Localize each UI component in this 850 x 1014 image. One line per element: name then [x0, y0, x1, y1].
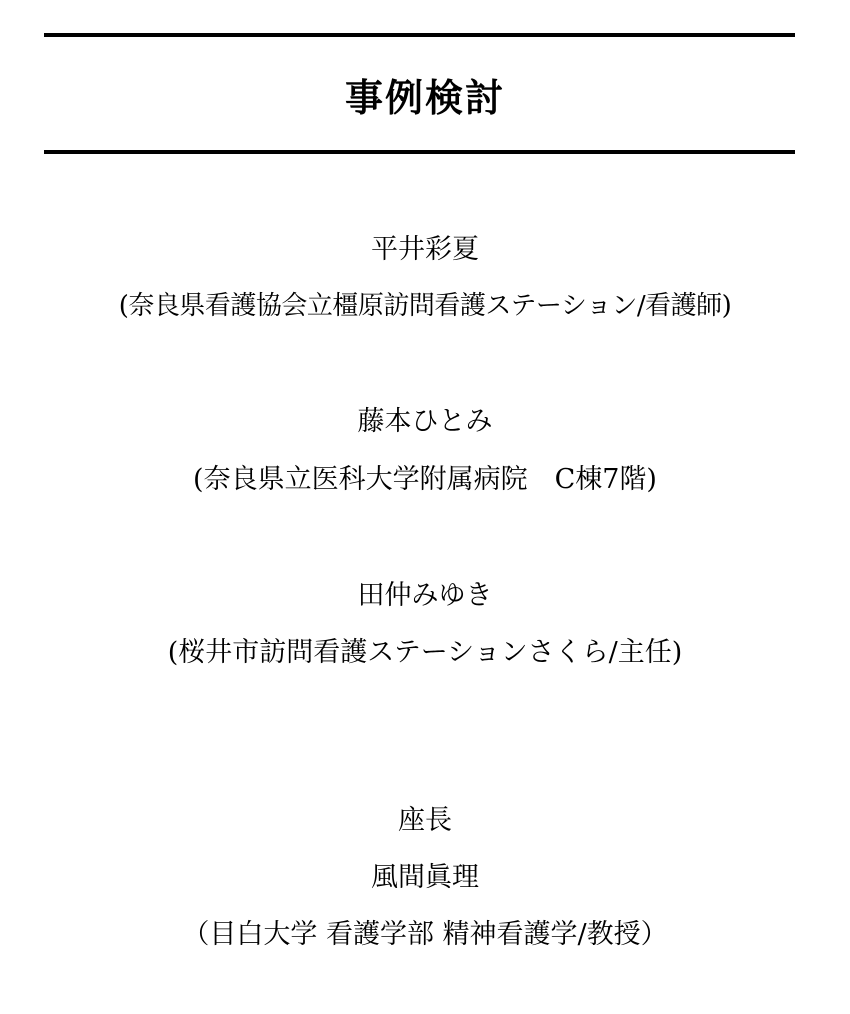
chair-affiliation: （目白大学 看護学部 精神看護学/教授） [182, 919, 668, 950]
presenter-1-affiliation: (奈良県看護協会立橿原訪問看護ステーション/看護師) [118, 291, 732, 321]
chair-name: 風間眞理 [371, 862, 479, 893]
top-rule [44, 33, 795, 37]
presenter-2-name: 藤本ひとみ [357, 406, 493, 437]
chair-label: 座長 [398, 805, 452, 836]
presenter-1-name: 平井彩夏 [371, 234, 479, 265]
document-title: 事例検討 [344, 76, 505, 120]
presenter-3-name: 田仲みゆき [357, 580, 493, 611]
presenter-3-affiliation: (桜井市訪問看護ステーションさくら/主任) [167, 637, 683, 668]
bottom-rule [44, 150, 795, 154]
presenter-2-affiliation: (奈良県立医科大学附属病院 C棟7階) [193, 464, 657, 495]
